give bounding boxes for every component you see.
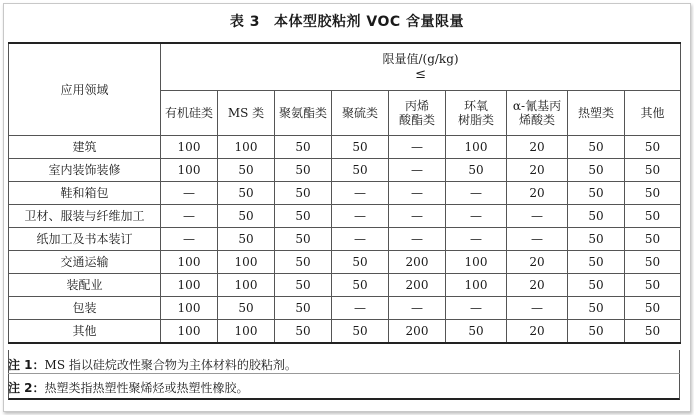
column-header-line: 热塑类 (577, 106, 614, 120)
column-header-line: 丙烯 (404, 99, 429, 113)
limit-value-cell: 50 (568, 136, 625, 159)
limit-value-cell: — (389, 228, 446, 251)
limit-value-cell: 50 (625, 274, 681, 297)
notes-divider (8, 373, 680, 374)
limit-value-cell: 100 (446, 136, 507, 159)
limit-value-cell: 100 (161, 320, 218, 344)
limit-value-cell: 50 (218, 228, 275, 251)
limit-value-cell: — (507, 205, 568, 228)
limit-value-cell: — (389, 205, 446, 228)
limit-value-cell: 20 (507, 159, 568, 182)
table-row (9, 228, 681, 251)
limit-value-cell: — (332, 228, 389, 251)
limit-value-cell: — (332, 205, 389, 228)
column-header (275, 91, 332, 136)
limit-value-cell: 200 (389, 274, 446, 297)
limit-value-cell: 50 (625, 251, 681, 274)
note-1-text: MS 指以硅烷改性聚合物为主体材料的胶粘剂。 (44, 358, 297, 372)
column-header (161, 91, 218, 136)
limit-value-cell: 50 (275, 251, 332, 274)
column-header-line: 聚硫类 (341, 106, 378, 120)
application-field-cell: 交通运输 (9, 251, 161, 274)
table-row (9, 297, 681, 320)
table-body (9, 136, 681, 344)
limit-value-cell: 50 (218, 297, 275, 320)
limit-value-cell: 50 (275, 228, 332, 251)
table-title-text: 本体型胶粘剂 VOC 含量限量 (274, 14, 465, 30)
note-1-label: 注 1： (8, 358, 45, 372)
limit-value-label: 限量值/(g/kg) (382, 52, 459, 66)
limit-value-cell: 50 (625, 136, 681, 159)
limit-value-cell: — (389, 159, 446, 182)
note-2-label: 注 2： (8, 381, 45, 395)
limit-value-cell: — (446, 297, 507, 320)
application-field-cell: 卫材、服装与纤维加工 (9, 205, 161, 228)
limit-value-cell: — (389, 182, 446, 205)
limit-value-cell: 100 (218, 136, 275, 159)
limit-value-cell: — (389, 136, 446, 159)
application-field-header (9, 43, 161, 136)
limit-value-cell: 100 (446, 251, 507, 274)
table-row (9, 205, 681, 228)
application-field-cell: 鞋和箱包 (9, 182, 161, 205)
limit-value-cell: 50 (275, 205, 332, 228)
limit-value-cell: 100 (218, 251, 275, 274)
limit-value-cell: — (332, 297, 389, 320)
application-field-cell: 包装 (9, 297, 161, 320)
table-row (9, 159, 681, 182)
application-field-cell: 室内装饰装修 (9, 159, 161, 182)
note-1 (8, 356, 297, 373)
limit-value-cell: 100 (161, 136, 218, 159)
table-title (4, 11, 690, 31)
table-number: 表 3 (229, 14, 261, 30)
application-field-cell: 其他 (9, 320, 161, 344)
limit-value-cell: 50 (625, 182, 681, 205)
limit-value-cell: 50 (275, 136, 332, 159)
table-row (9, 136, 681, 159)
limit-value-cell: 200 (389, 251, 446, 274)
limit-value-cell: 100 (161, 274, 218, 297)
limit-value-cell: 50 (218, 159, 275, 182)
limit-value-header (161, 43, 681, 91)
limit-value-cell: 50 (275, 297, 332, 320)
limit-value-cell: 20 (507, 320, 568, 344)
limit-value-cell: 50 (446, 320, 507, 344)
column-header-line: 环氧 (463, 99, 488, 113)
limit-value-cell: 20 (507, 136, 568, 159)
column-header (507, 91, 568, 136)
limit-value-cell: 100 (161, 159, 218, 182)
table-row (9, 320, 681, 344)
column-header (568, 91, 625, 136)
column-header-line: 烯酸类 (518, 113, 555, 127)
limit-value-cell: 50 (332, 136, 389, 159)
limit-value-cell: 50 (275, 274, 332, 297)
limit-value-cell: 50 (568, 274, 625, 297)
column-header-line: 有机硅类 (164, 106, 213, 120)
limit-value-cell: 20 (507, 274, 568, 297)
limit-value-cell: — (389, 297, 446, 320)
limit-value-cell: — (161, 228, 218, 251)
limit-value-cell: 100 (161, 297, 218, 320)
limit-value-cell: 50 (625, 228, 681, 251)
limit-value-cell: 100 (446, 274, 507, 297)
limit-value-cell: — (446, 182, 507, 205)
limit-value-cell: 100 (218, 320, 275, 344)
limit-value-cell: — (161, 182, 218, 205)
limit-value-cell: 50 (332, 320, 389, 344)
limit-value-cell: 200 (389, 320, 446, 344)
limit-value-cell: 50 (625, 159, 681, 182)
column-header-line: MS 类 (227, 106, 265, 120)
limit-value-cell: 50 (625, 205, 681, 228)
column-header-line: 树脂类 (457, 113, 494, 127)
application-field-cell: 纸加工及书本装订 (9, 228, 161, 251)
limit-value-cell: 50 (568, 297, 625, 320)
column-header (332, 91, 389, 136)
limit-value-cell: 50 (332, 159, 389, 182)
limit-value-cell: 50 (275, 320, 332, 344)
limit-value-cell: 100 (161, 251, 218, 274)
column-header (218, 91, 275, 136)
limit-value-cell: 50 (568, 182, 625, 205)
limit-value-cell: — (507, 228, 568, 251)
limit-value-cell: — (161, 205, 218, 228)
table-row (9, 251, 681, 274)
limit-value-cell: 50 (446, 159, 507, 182)
table-row (9, 182, 681, 205)
limit-value-cell: — (332, 182, 389, 205)
limit-value-cell: 50 (568, 205, 625, 228)
application-field-header-label: 应用领域 (60, 82, 109, 97)
column-header-line: 聚氨酯类 (278, 106, 327, 120)
limit-value-cell: 50 (332, 251, 389, 274)
application-field-cell: 建筑 (9, 136, 161, 159)
note-2 (8, 379, 249, 396)
limit-value-cell: 50 (332, 274, 389, 297)
column-header (625, 91, 681, 136)
voc-limit-table (8, 42, 681, 344)
limit-value-cell: 20 (507, 251, 568, 274)
limit-value-cell: 50 (568, 320, 625, 344)
limit-value-cell: 20 (507, 182, 568, 205)
column-header-line: α-氰基丙 (512, 99, 562, 113)
limit-value-cell: 50 (218, 205, 275, 228)
limit-value-cell: 50 (218, 182, 275, 205)
limit-value-cell: 50 (275, 182, 332, 205)
note-2-text: 热塑类指热塑性聚烯烃或热塑性橡胶。 (44, 381, 249, 395)
limit-value-cell: 50 (568, 228, 625, 251)
limit-symbol: ≤ (415, 67, 426, 82)
column-header (446, 91, 507, 136)
limit-value-cell: 50 (568, 251, 625, 274)
limit-value-cell: 50 (275, 159, 332, 182)
limit-value-cell: — (446, 228, 507, 251)
table-row (9, 274, 681, 297)
column-header-line: 酸酯类 (398, 113, 435, 127)
column-header (389, 91, 446, 136)
limit-value-cell: 50 (625, 297, 681, 320)
limit-value-cell: — (507, 297, 568, 320)
application-field-cell: 装配业 (9, 274, 161, 297)
limit-value-cell: 100 (218, 274, 275, 297)
limit-value-cell: — (446, 205, 507, 228)
limit-value-cell: 50 (625, 320, 681, 344)
limit-value-cell: 50 (568, 159, 625, 182)
column-header-line: 其他 (640, 106, 665, 120)
